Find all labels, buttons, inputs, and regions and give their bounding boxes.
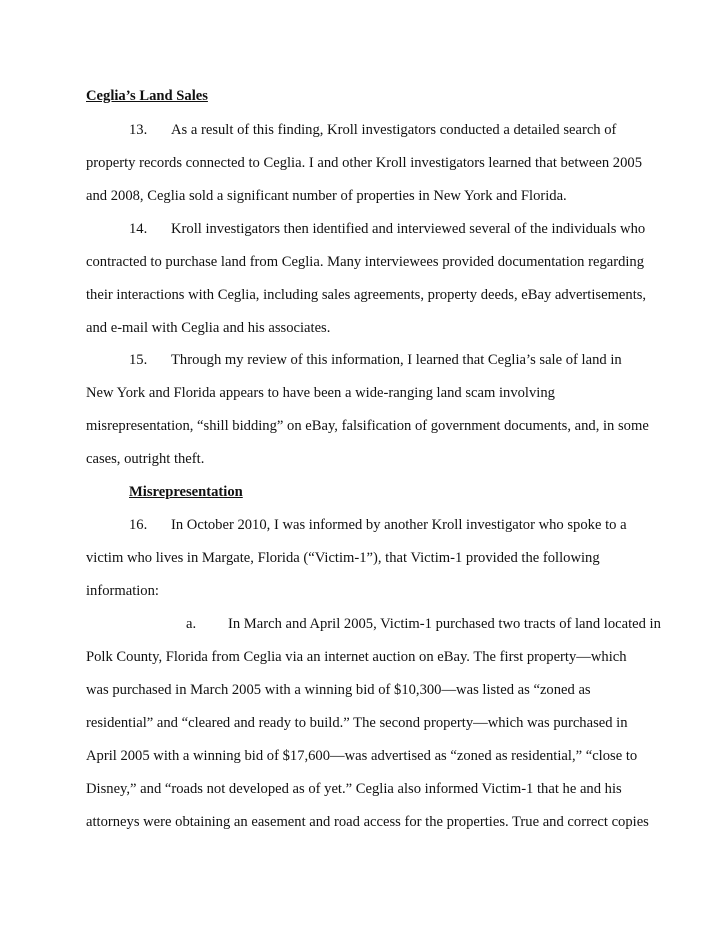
paragraph-line: victim who lives in Margate, Florida (“Victim-1”), that Victim-1 provided the following bbox=[86, 550, 600, 566]
paragraph-line: residential” and “cleared and ready to build.” The second property—which was purchased in bbox=[86, 715, 628, 731]
subparagraph-letter: a. bbox=[186, 616, 197, 632]
paragraph-16-first-line bbox=[129, 516, 699, 534]
paragraph-line: and e-mail with Ceglia and his associates. bbox=[86, 320, 331, 336]
paragraph-13-first-line bbox=[129, 121, 699, 139]
paragraph-line: attorneys were obtaining an easement and road access for the properties. True and correct copies bbox=[86, 814, 649, 830]
paragraph-line: contracted to purchase land from Ceglia. Many interviewees provided documentation regarding bbox=[86, 254, 645, 270]
paragraph-line: was purchased in March 2005 with a winning bid of $10,300—was listed as “zoned as bbox=[86, 682, 591, 698]
paragraph-line: Polk County, Florida from Ceglia via an internet auction on eBay. The first property—which bbox=[86, 649, 627, 665]
paragraph-line: April 2005 with a winning bid of $17,600—was advertised as “zoned as residential,” “close to bbox=[86, 748, 638, 764]
subheading-misrepresentation: Misrepresentation bbox=[129, 484, 243, 500]
paragraph-line: and 2008, Ceglia sold a significant number of properties in New York and Florida. bbox=[86, 188, 567, 204]
paragraph-line: misrepresentation, “shill bidding” on eBay, falsification of government documents, and, in some bbox=[86, 418, 649, 434]
paragraph-text: Kroll investigators then identified and interviewed several of the individuals who bbox=[171, 221, 646, 237]
paragraph-text: As a result of this finding, Kroll investigators conducted a detailed search of bbox=[171, 122, 617, 138]
paragraph-number: 14. bbox=[129, 221, 148, 237]
paragraph-line: Disney,” and “roads not developed as of yet.” Ceglia also informed Victim-1 that he and his bbox=[86, 781, 622, 797]
paragraph-number: 13. bbox=[129, 122, 148, 138]
paragraph-text: Through my review of this information, I learned that Ceglia’s sale of land in bbox=[171, 352, 622, 368]
paragraph-number: 15. bbox=[129, 352, 148, 368]
paragraph-line: property records connected to Ceglia. I and other Kroll investigators learned that between 2005 bbox=[86, 155, 642, 171]
paragraph-text: In October 2010, I was informed by another Kroll investigator who spoke to a bbox=[171, 517, 627, 533]
paragraph-15-first-line bbox=[129, 351, 699, 369]
subparagraph-a-first-line bbox=[186, 615, 728, 633]
section-title: Ceglia’s Land Sales bbox=[86, 88, 208, 104]
paragraph-line: information: bbox=[86, 583, 159, 599]
paragraph-line: New York and Florida appears to have been a wide-ranging land scam involving bbox=[86, 385, 555, 401]
paragraph-14-first-line bbox=[129, 220, 699, 238]
paragraph-line: their interactions with Ceglia, including sales agreements, property deeds, eBay advertisements, bbox=[86, 287, 647, 303]
subparagraph-text: In March and April 2005, Victim-1 purchased two tracts of land located in bbox=[228, 616, 661, 632]
paragraph-line: cases, outright theft. bbox=[86, 451, 205, 467]
paragraph-number: 16. bbox=[129, 517, 148, 533]
